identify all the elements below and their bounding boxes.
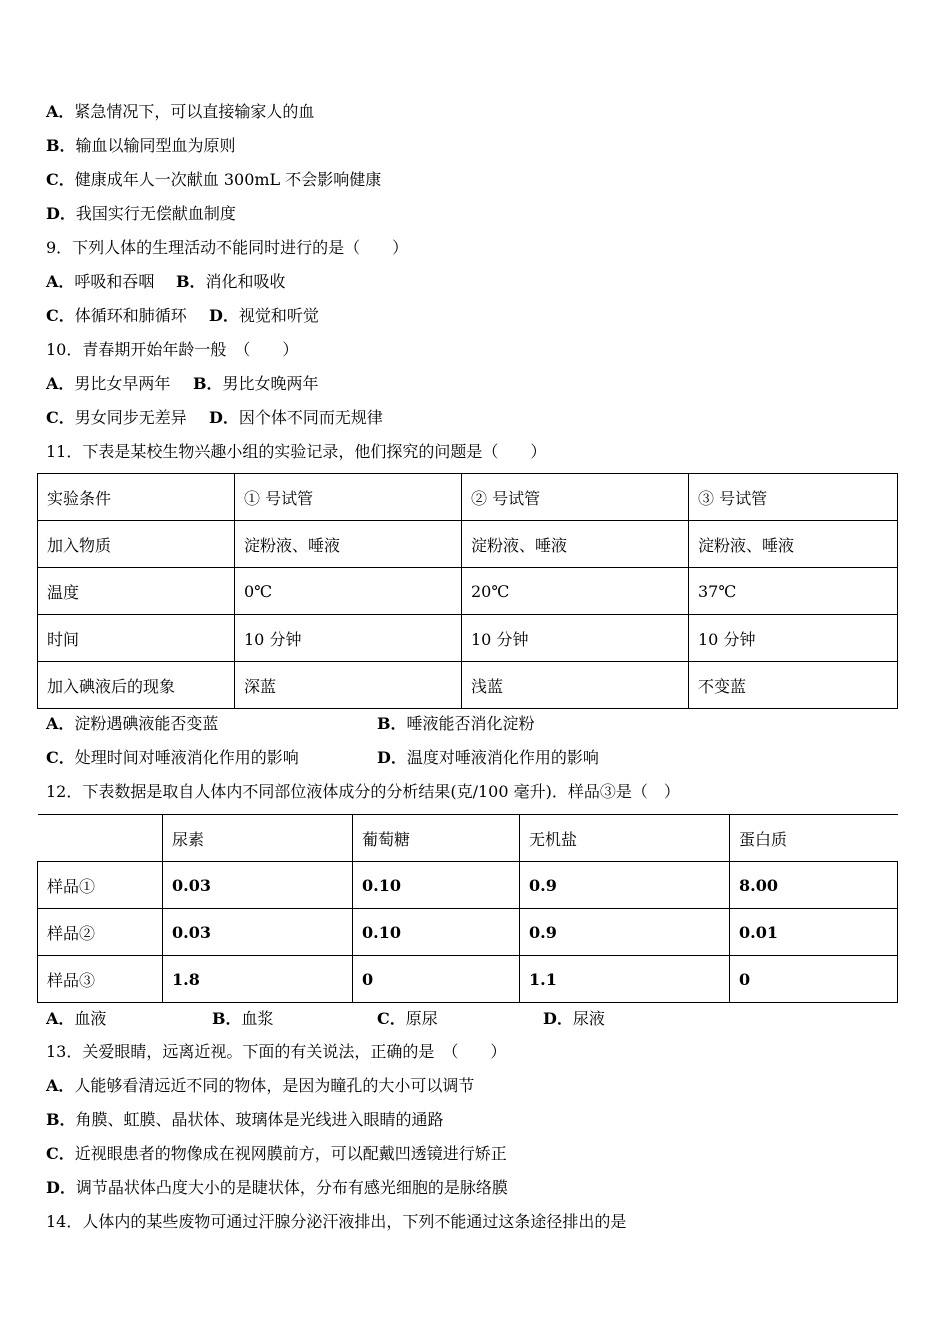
table-cell: 加入物质: [38, 521, 235, 568]
q10-option-b: [193, 374, 319, 394]
table-row: [38, 956, 898, 1003]
option-letter: A．: [46, 374, 75, 393]
option-text: 健康成年人一次献血 300mL 不会影响健康: [74, 170, 382, 189]
table-cell: 1.8: [163, 956, 353, 1003]
table-cell: 20℃: [462, 568, 689, 615]
table-cell: ② 号试管: [462, 474, 689, 521]
option-text: 淀粉遇碘液能否变蓝: [74, 714, 219, 733]
option-letter: B．: [46, 1110, 76, 1129]
q10-option-a: [46, 374, 170, 394]
q8-option-a: [46, 102, 314, 122]
q9-option-c: [46, 306, 187, 326]
table-cell: 浅蓝: [462, 662, 689, 709]
option-text: 紧急情况下，可以直接输家人的血: [74, 102, 315, 121]
option-letter: D．: [46, 204, 76, 223]
option-text: 男比女晚两年: [222, 374, 319, 393]
q8-option-c: [46, 170, 381, 190]
table-cell: 淀粉液、唾液: [235, 521, 462, 568]
option-text: 因个体不同而无规律: [238, 408, 383, 427]
option-text: 近视眼患者的物像成在视网膜前方，可以配戴凹透镜进行矫正: [74, 1144, 507, 1163]
q9-stem: 9．下列人体的生理活动不能同时进行的是（ ）: [46, 238, 409, 257]
option-text: 温度对唾液消化作用的影响: [406, 748, 599, 767]
table-cell: 37℃: [689, 568, 898, 615]
option-text: 原尿: [405, 1009, 438, 1028]
option-text: 消化和吸收: [205, 272, 286, 291]
option-letter: B．: [46, 136, 76, 155]
q12-option-b: [212, 1009, 274, 1029]
option-text: 输血以输同型血为原则: [75, 136, 236, 155]
table-cell: 温度: [38, 568, 235, 615]
q13-option-c: [46, 1144, 507, 1164]
option-letter: C．: [46, 170, 75, 189]
option-text: 血液: [74, 1009, 107, 1028]
q11-option-c: [46, 748, 299, 768]
option-letter: A．: [46, 1076, 75, 1095]
option-text: 调节晶状体凸度大小的是睫状体，分布有感光细胞的是脉络膜: [75, 1178, 508, 1197]
option-letter: D．: [377, 748, 407, 767]
experiment-table: [37, 473, 898, 709]
option-text: 呼吸和吞咽: [74, 272, 155, 291]
option-letter: D．: [209, 408, 239, 427]
table-cell: 0: [353, 956, 520, 1003]
table-cell: 1.1: [520, 956, 730, 1003]
table-cell: 样品①: [38, 862, 163, 909]
option-letter: B．: [212, 1009, 242, 1028]
table-cell: 0.03: [163, 862, 353, 909]
option-text: 男比女早两年: [74, 374, 171, 393]
option-text: 角膜、虹膜、晶状体、玻璃体是光线进入眼睛的通路: [75, 1110, 444, 1129]
table-cell: 0.03: [163, 909, 353, 956]
table-cell: ① 号试管: [235, 474, 462, 521]
table-cell: 0℃: [235, 568, 462, 615]
option-letter: D．: [209, 306, 239, 325]
table-cell: 实验条件: [38, 474, 235, 521]
table-cell: 深蓝: [235, 662, 462, 709]
option-text: 尿液: [572, 1009, 605, 1028]
q9-option-b: [176, 272, 286, 292]
option-letter: B．: [377, 714, 407, 733]
option-letter: C．: [46, 1144, 75, 1163]
q11-option-d: [377, 748, 599, 768]
table-cell: 8.00: [730, 862, 898, 909]
q8-option-d: [46, 204, 236, 224]
q12-option-d: [543, 1009, 605, 1029]
q12-stem: 12．下表数据是取自人体内不同部位液体成分的分析结果(克/100 毫升)．样品③是（ ）: [46, 782, 680, 801]
table-row: [38, 615, 898, 662]
table-cell: 0.10: [353, 909, 520, 956]
table-cell: 0.01: [730, 909, 898, 956]
table-row: [38, 521, 898, 568]
q10-option-d: [209, 408, 383, 428]
option-letter: A．: [46, 272, 75, 291]
table-cell: 尿素: [163, 815, 353, 862]
option-letter: D．: [46, 1178, 76, 1197]
option-text: 人能够看清远近不同的物体，是因为瞳孔的大小可以调节: [74, 1076, 475, 1095]
option-letter: A．: [46, 714, 75, 733]
option-text: 体循环和肺循环: [74, 306, 187, 325]
table-row: [38, 568, 898, 615]
table-cell: 0.9: [520, 862, 730, 909]
q12-option-a: [46, 1009, 106, 1029]
option-letter: A．: [46, 102, 75, 121]
option-text: 处理时间对唾液消化作用的影响: [74, 748, 299, 767]
q9-option-d: [209, 306, 319, 326]
option-letter: C．: [377, 1009, 406, 1028]
option-text: 唾液能否消化淀粉: [406, 714, 535, 733]
table-cell: 0.9: [520, 909, 730, 956]
q14-stem: 14．人体内的某些废物可通过汗腺分泌汗液排出，下列不能通过这条途径排出的是: [46, 1212, 627, 1231]
option-text: 视觉和听觉: [238, 306, 319, 325]
table-cell: 10 分钟: [235, 615, 462, 662]
option-letter: B．: [193, 374, 223, 393]
table-row: [38, 474, 898, 521]
table-cell: [38, 815, 163, 862]
table-cell: 10 分钟: [462, 615, 689, 662]
table-row: [38, 862, 898, 909]
table-cell: 0: [730, 956, 898, 1003]
option-text: 血浆: [241, 1009, 274, 1028]
table-cell: 淀粉液、唾液: [462, 521, 689, 568]
option-letter: C．: [46, 748, 75, 767]
table-cell: 10 分钟: [689, 615, 898, 662]
fluid-analysis-table: [37, 814, 898, 1003]
q13-option-a: [46, 1076, 474, 1096]
table-cell: 时间: [38, 615, 235, 662]
table-cell: 样品②: [38, 909, 163, 956]
table-cell: 无机盐: [520, 815, 730, 862]
q13-stem: 13．关爱眼睛，远离近视。下面的有关说法，正确的是 （ ）: [46, 1042, 507, 1061]
table-row: [38, 662, 898, 709]
table-cell: 葡萄糖: [353, 815, 520, 862]
table-cell: 淀粉液、唾液: [689, 521, 898, 568]
q11-stem: 11．下表是某校生物兴趣小组的实验记录，他们探究的问题是（ ）: [46, 442, 547, 461]
q11-option-a: [46, 714, 218, 734]
option-text: 男女同步无差异: [74, 408, 187, 427]
option-letter: B．: [176, 272, 206, 291]
table-cell: 样品③: [38, 956, 163, 1003]
q13-option-d: [46, 1178, 508, 1198]
q13-option-b: [46, 1110, 444, 1130]
option-letter: A．: [46, 1009, 75, 1028]
q9-option-a: [46, 272, 154, 292]
option-letter: C．: [46, 306, 75, 325]
table-row: [38, 909, 898, 956]
table-header-row: [38, 815, 898, 862]
option-text: 我国实行无偿献血制度: [75, 204, 236, 223]
q12-option-c: [377, 1009, 438, 1029]
table-cell: 加入碘液后的现象: [38, 662, 235, 709]
q8-option-b: [46, 136, 236, 156]
q10-option-c: [46, 408, 187, 428]
table-cell: 蛋白质: [730, 815, 898, 862]
table-cell: 不变蓝: [689, 662, 898, 709]
option-letter: C．: [46, 408, 75, 427]
q10-stem: 10．青春期开始年龄一般 （ ）: [46, 340, 299, 359]
q11-option-b: [377, 714, 535, 734]
table-cell: ③ 号试管: [689, 474, 898, 521]
option-letter: D．: [543, 1009, 573, 1028]
table-cell: 0.10: [353, 862, 520, 909]
